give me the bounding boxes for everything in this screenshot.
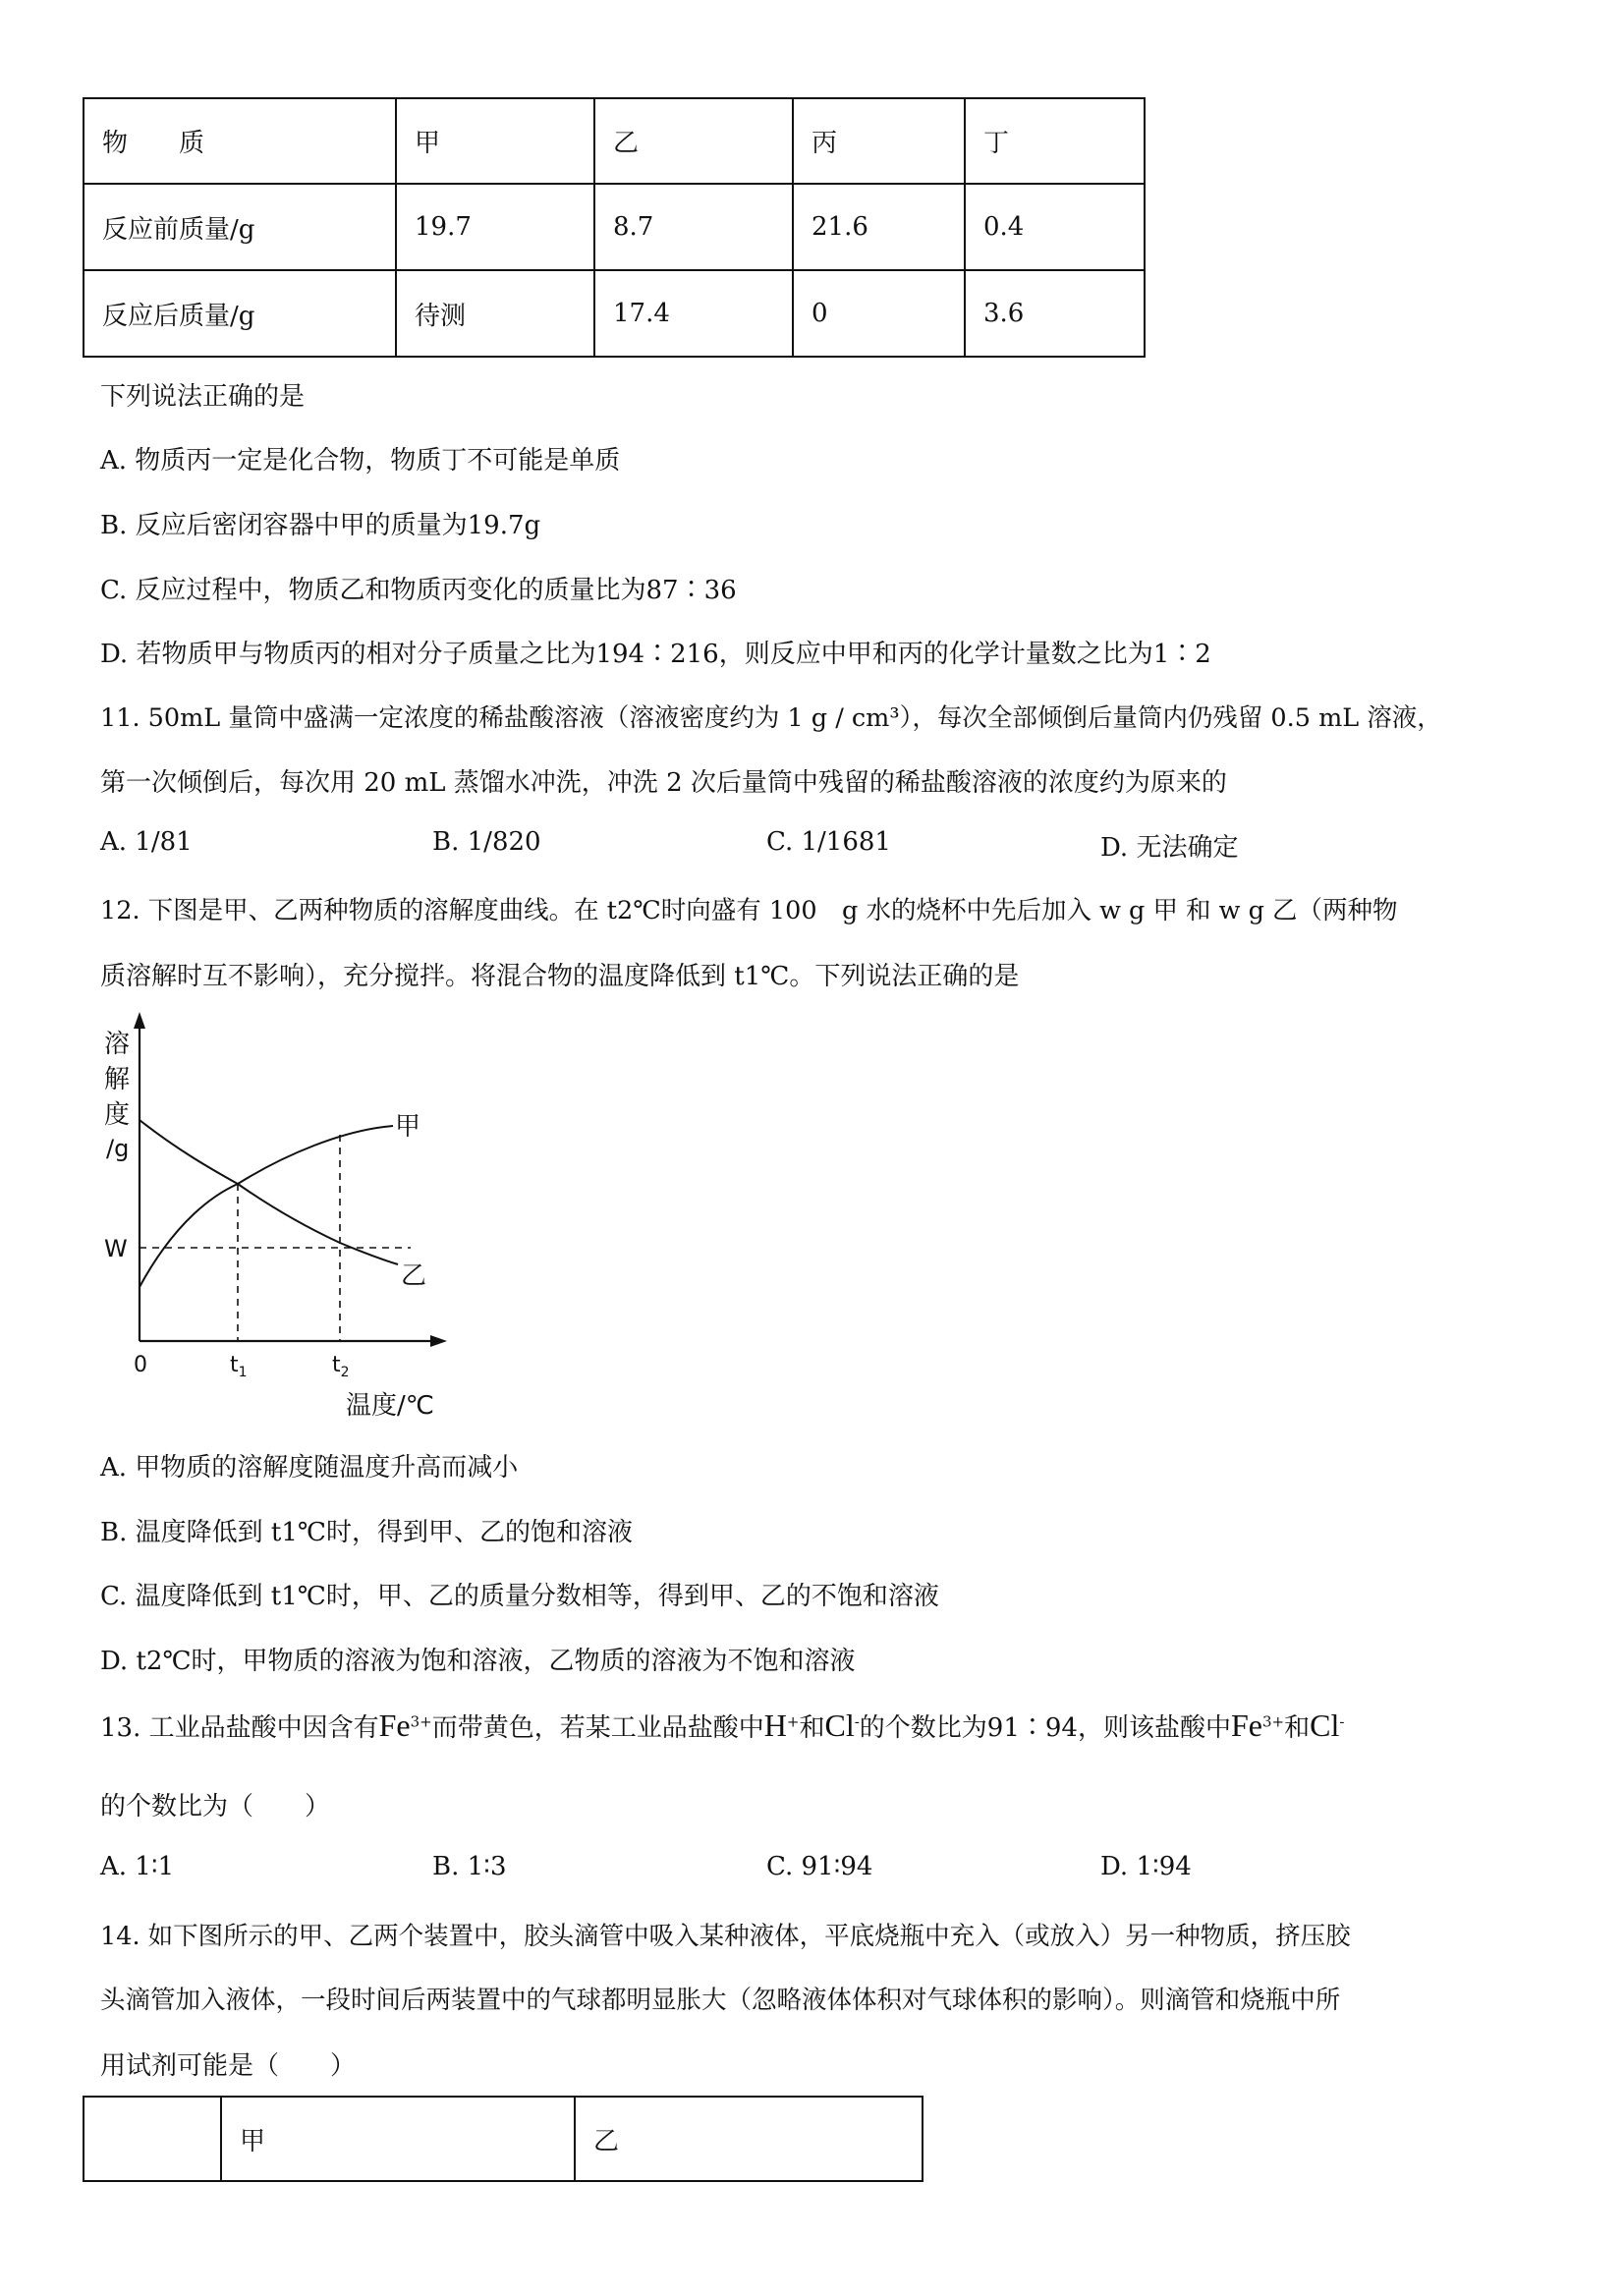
- q13-stem-line1: [100, 1708, 1344, 1744]
- q13-text: 的个数比为91∶94，则该盐酸中: [859, 1713, 1231, 1743]
- table-cell: 0.4: [965, 184, 1145, 270]
- table-cell: 丁: [965, 98, 1145, 184]
- x-axis-arrow: [430, 1335, 447, 1347]
- table-cell: 0: [793, 270, 965, 357]
- h-charge: +: [786, 1712, 800, 1731]
- table-cell: 待测: [396, 270, 594, 357]
- table-cell: 物 质: [84, 98, 396, 184]
- cl-charge: -: [1339, 1712, 1345, 1731]
- q13-option-d: D. 1∶94: [1100, 1852, 1192, 1881]
- q13-option-c: C. 91∶94: [766, 1852, 873, 1881]
- x-label: 温度/℃: [346, 1391, 434, 1421]
- q12-option-d: D. t2℃时，甲物质的溶液为饱和溶液，乙物质的溶液为不饱和溶液: [100, 1647, 856, 1676]
- q10-option-c: C. 反应过程中，物质乙和物质丙变化的质量比为87∶36: [100, 576, 737, 605]
- q11-option-a: A. 1/81: [100, 827, 193, 857]
- y-axis-arrow: [134, 1012, 145, 1029]
- q11-stem-line1: 11. 50mL 量筒中盛满一定浓度的稀盐酸溶液（溶液密度约为 1 g / cm³），每次全部倾倒后量筒内仍残留 0.5 mL 溶液，: [100, 703, 1442, 733]
- table-cell: 甲: [396, 98, 594, 184]
- q11-option-d: D. 无法确定: [1100, 833, 1239, 863]
- curve-jia: [140, 1126, 393, 1287]
- q12-option-a: A. 甲物质的溶解度随温度升高而减小: [100, 1453, 519, 1483]
- q11-option-c: C. 1/1681: [766, 827, 891, 857]
- q11-stem-line2: 第一次倾倒后，每次用 20 mL 蒸馏水冲洗，冲洗 2 次后量筒中残留的稀盐酸溶液的浓度约为原来的: [100, 768, 1227, 798]
- cl-charge: -: [854, 1712, 860, 1731]
- q10-option-b: B. 反应后密闭容器中甲的质量为19.7g: [100, 511, 541, 540]
- q10-stem: 下列说法正确的是: [100, 382, 306, 412]
- cl-symbol: Cl: [824, 1708, 855, 1743]
- q11-option-b: B. 1/820: [432, 827, 541, 857]
- table-cell: [84, 2097, 221, 2181]
- table-cell: 3.6: [965, 270, 1145, 357]
- table-cell: 21.6: [793, 184, 965, 270]
- w-label: W: [104, 1235, 128, 1262]
- q12-option-c: C. 温度降低到 t1℃时，甲、乙的质量分数相等，得到甲、乙的不饱和溶液: [100, 1582, 939, 1611]
- yi-label: 乙: [401, 1261, 427, 1291]
- q13-option-b: B. 1∶3: [432, 1852, 507, 1881]
- table-cell: 反应前质量/g: [84, 184, 396, 270]
- table-cell: 反应后质量/g: [84, 270, 396, 357]
- q14-stem-line3: 用试剂可能是（ ）: [100, 2051, 357, 2081]
- solubility-graph: [98, 1007, 472, 1425]
- h-symbol: H: [763, 1708, 787, 1743]
- table-cell: 8.7: [594, 184, 793, 270]
- q12-option-b: B. 温度降低到 t1℃时，得到甲、乙的饱和溶液: [100, 1518, 633, 1547]
- fe-charge: 3+: [410, 1712, 432, 1731]
- y-label-3: 度: [104, 1100, 131, 1130]
- q10-option-a: A. 物质丙一定是化合物，物质丁不可能是单质: [100, 446, 621, 476]
- q13-stem-line2: 的个数比为（ ）: [100, 1792, 331, 1821]
- y-label-1: 溶: [104, 1030, 131, 1059]
- fe-charge: 3+: [1261, 1712, 1285, 1731]
- table-cell: 17.4: [594, 270, 793, 357]
- q13-option-a: A. 1∶1: [100, 1852, 175, 1881]
- table-cell: 甲: [221, 2097, 575, 2181]
- q12-stem-line1: 12. 下图是甲、乙两种物质的溶解度曲线。在 t2℃时向盛有 100 g 水的烧杯中先后加入 w g 甲 和 w g 乙（两种物: [100, 896, 1398, 925]
- y-label-4: /g: [106, 1135, 130, 1162]
- table-cell: 乙: [594, 98, 793, 184]
- table-cell: 19.7: [396, 184, 594, 270]
- q10-option-d: D. 若物质甲与物质丙的相对分子质量之比为194∶216，则反应中甲和丙的化学计量数之比为1∶2: [100, 640, 1211, 669]
- table-cell: 乙: [575, 2097, 923, 2181]
- reagent-table: [83, 2096, 923, 2182]
- fe-symbol: Fe: [1230, 1708, 1262, 1743]
- y-label-2: 解: [104, 1065, 131, 1094]
- q13-text: 13. 工业品盐酸中因含有: [100, 1713, 379, 1743]
- fe-symbol: Fe: [378, 1708, 411, 1743]
- q13-text: 而带黄色，若某工业品盐酸中: [431, 1713, 764, 1743]
- q13-text: 和: [1284, 1713, 1311, 1743]
- curve-yi: [140, 1120, 398, 1264]
- jia-label: 甲: [395, 1112, 421, 1142]
- table-cell: 丙: [793, 98, 965, 184]
- q14-stem-line2: 头滴管加入液体，一段时间后两装置中的气球都明显胀大（忽略液体体积对气球体积的影响）。则滴管和烧瓶中所: [100, 1986, 1341, 2015]
- q14-stem-line1: 14. 如下图所示的甲、乙两个装置中，胶头滴管中吸入某种液体，平底烧瓶中充入（或放入）另一种物质，挤压胶: [100, 1922, 1351, 1951]
- cl-symbol: Cl: [1310, 1708, 1340, 1743]
- q13-text: 和: [799, 1713, 825, 1743]
- q12-stem-line2: 质溶解时互不影响），充分搅拌。将混合物的温度降低到 t1℃。下列说法正确的是: [100, 962, 1020, 991]
- t2-label: $t_2$: [332, 1353, 350, 1380]
- mass-table: [83, 97, 1146, 358]
- origin-label: 0: [134, 1353, 147, 1377]
- t1-label: $t_1$: [230, 1353, 248, 1380]
